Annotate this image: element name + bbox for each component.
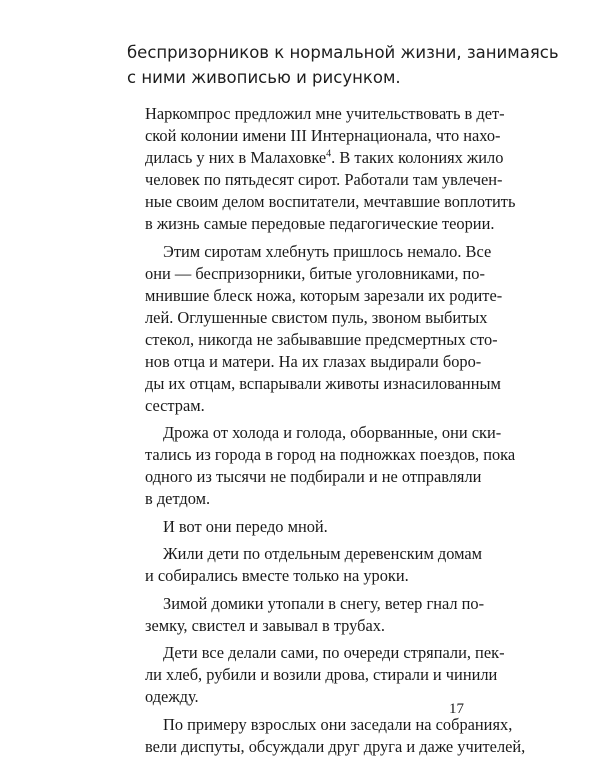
paragraph-5 bbox=[145, 543, 490, 587]
text-line: Жили дети по отдельным деревенским домам bbox=[163, 544, 483, 563]
text-line: Наркомпрос предложил мне учительствовать в дет- bbox=[145, 104, 505, 123]
text-line: ской колонии имени III Интернационала, что нахо- bbox=[145, 126, 501, 145]
text-line: одного из тысячи не подбирали и не отправляли bbox=[145, 467, 482, 486]
text-line: И вот они передо мной. bbox=[163, 516, 328, 536]
text-line bbox=[145, 147, 504, 169]
paragraph-2 bbox=[145, 241, 503, 417]
text-line: Дрожа от холода и голода, оборванные, они ски- bbox=[163, 423, 502, 442]
text-line: в детдом. bbox=[145, 489, 211, 508]
paragraph-6 bbox=[145, 593, 490, 637]
text-line: и собирались вместе только на уроки. bbox=[145, 566, 409, 585]
text-line: человек по пятьдесят сирот. Работали там увлечен- bbox=[145, 170, 503, 189]
footnote-marker[interactable]: 4 bbox=[326, 148, 332, 160]
text-fragment: . В таких колониях жило bbox=[331, 148, 504, 167]
paragraph-1 bbox=[145, 103, 516, 235]
text-fragment: дилась у них в Малаховке bbox=[145, 148, 327, 167]
paragraph-3 bbox=[145, 422, 516, 510]
text-line: Дети все делали сами, по очереди стряпали, пек- bbox=[163, 643, 505, 662]
text-line: ные своим делом воспитатели, мечтавшие воплотить bbox=[145, 192, 516, 211]
text-line: одежду. bbox=[145, 687, 199, 706]
text-line: сестрам. bbox=[145, 395, 205, 415]
lead-line: с ними живописью и рисунком. bbox=[127, 68, 401, 87]
text-line: Этим сиротам хлебнуть пришлось немало. Все bbox=[163, 241, 492, 261]
page-number: 17 bbox=[449, 701, 464, 717]
text-line: вели диспуты, обсуждали друг друга и даже учителей, bbox=[145, 736, 526, 756]
lead-paragraph bbox=[127, 40, 559, 90]
paragraph-8 bbox=[145, 714, 526, 758]
text-line: они — беспризорники, битые уголовниками, по- bbox=[145, 263, 485, 283]
text-line: ды их отцам, вспарывали животы изнасилованным bbox=[145, 373, 501, 393]
text-line: земку, свистел и завывал в трубах. bbox=[145, 615, 386, 635]
text-line: тались из города в город на подножках поездов, пока bbox=[145, 445, 516, 464]
text-line: в жизнь самые передовые педагогические теории. bbox=[145, 214, 495, 233]
paragraph-4 bbox=[145, 516, 490, 538]
body-text bbox=[145, 103, 526, 763]
text-line: По примеру взрослых они заседали на собраниях, bbox=[163, 714, 513, 734]
text-line: нов отца и матери. На их глазах выдирали боро- bbox=[145, 351, 482, 371]
text-line: Зимой домики утопали в снегу, ветер гнал по- bbox=[163, 593, 485, 613]
text-line: ли хлеб, рубили и возили дрова, стирали и чинили bbox=[145, 665, 498, 684]
lead-line: беспризорников к нормальной жизни, занимаясь bbox=[127, 43, 559, 62]
text-line: стекол, никогда не забывавшие предсмертных сто- bbox=[145, 329, 498, 349]
text-line: мнившие блеск ножа, которым зарезали их родите- bbox=[145, 285, 503, 305]
paragraph-7 bbox=[145, 642, 505, 708]
text-line: лей. Оглушенные свистом пуль, звоном выбитых bbox=[145, 307, 488, 327]
